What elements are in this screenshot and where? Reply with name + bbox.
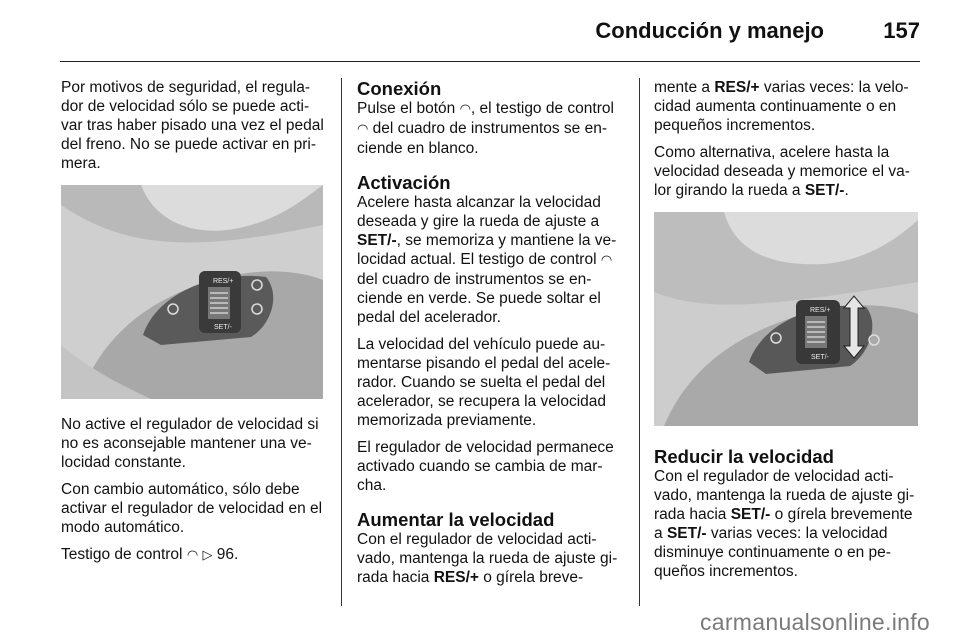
column-divider	[639, 78, 640, 606]
steering-wheel-figure	[61, 185, 323, 399]
text: del cuadro de instrumentos se en-ciende en blanco.	[357, 120, 608, 157]
paragraph	[357, 99, 625, 158]
page-reference: 96.	[216, 546, 239, 563]
text: , se memoriza y mantiene la ve-locidad actual. El testigo de control	[357, 232, 617, 268]
page-number: 157	[883, 18, 920, 43]
speedometer-icon: ◠	[357, 122, 369, 137]
paragraph	[61, 545, 327, 565]
text: .	[844, 182, 849, 199]
paragraph: Por motivos de seguridad, el regula-dor de velocidad sólo se puede acti-var tras haber pisado una vez el pedal del freno. No se puede activar en pri-mera.	[61, 79, 324, 172]
set-label: SET/-	[214, 324, 232, 331]
triangle-right-icon: ▷	[202, 548, 213, 563]
bold-text: SET/-	[804, 182, 845, 199]
heading-reducir: Reducir la velocidad	[654, 446, 834, 467]
column-divider	[341, 78, 342, 606]
column-1	[61, 78, 327, 573]
text: varias veces: la velocidad disminuye continuamente o en pe-queños incrementos.	[654, 525, 891, 580]
text: Con el regulador de velocidad acti-vado, mantenga la rueda de ajuste gi-rada hacia	[357, 531, 618, 586]
bold-text: SET/-	[666, 525, 707, 542]
text: del cuadro de instrumentos se en-ciende en verde. Se puede soltar el pedal del acelerador.	[357, 271, 601, 326]
heading-conexion: Conexión	[357, 78, 442, 99]
paragraph	[357, 530, 625, 587]
page-header-title: Conducción y manejo	[595, 18, 824, 43]
paragraph: Con cambio automático, sólo debe activar el regulador de velocidad en el modo automático.	[61, 481, 323, 536]
paragraph	[357, 193, 625, 327]
text: o gírela brevemente a	[654, 506, 913, 542]
paragraph	[654, 467, 924, 581]
bold-text: RES/+	[433, 569, 479, 586]
res-label: RES/+	[213, 278, 234, 285]
watermark: carmanualsonline.info	[699, 609, 930, 635]
steering-wheel-figure	[654, 212, 918, 426]
text: o gírela breve-	[483, 569, 584, 586]
paragraph: La velocidad del vehículo puede au-mentarse pisando el pedal del acele-rador. Cuando se suelta el pedal del acelerador, se recupera la velocidad memorizada previamente.	[357, 336, 611, 429]
header-rule	[60, 61, 920, 62]
bold-text: SET/-	[730, 506, 771, 523]
heading-aumentar: Aumentar la velocidad	[357, 509, 555, 530]
bold-text: SET/-	[357, 232, 397, 249]
text: Con el regulador de velocidad acti-vado, mantenga la rueda de ajuste gi-rada hacia	[654, 468, 915, 523]
speedometer-icon: ◠	[459, 102, 471, 117]
text: , el testigo de control	[470, 100, 614, 117]
heading-activacion: Activación	[357, 172, 451, 193]
res-label: RES/+	[810, 307, 831, 314]
paragraph: El regulador de velocidad permanece activado cuando se cambia de mar-cha.	[357, 439, 614, 494]
text: mente a	[654, 79, 711, 96]
text: varias veces: la velo-cidad aumenta continuamente o en pequeños incrementos.	[654, 79, 909, 134]
paragraph	[654, 78, 924, 135]
bold-text: RES/+	[714, 79, 760, 96]
speedometer-icon: ◠	[600, 253, 613, 268]
text: Pulse el botón	[357, 100, 456, 117]
paragraph: No active el regulador de velocidad si no es aconsejable mantener una ve-locidad constante.	[61, 416, 319, 471]
text: Acelere hasta alcanzar la velocidad deseada y gire la rueda de ajuste a	[357, 194, 601, 230]
text: Testigo de control	[61, 546, 183, 563]
set-label: SET/-	[811, 354, 829, 361]
speedometer-icon: ◠	[186, 548, 199, 563]
paragraph	[654, 143, 924, 200]
column-3	[654, 78, 924, 589]
text: Como alternativa, acelere hasta la velocidad deseada y memorice el va-lor girando la rueda a	[654, 144, 910, 199]
column-2	[357, 78, 625, 595]
